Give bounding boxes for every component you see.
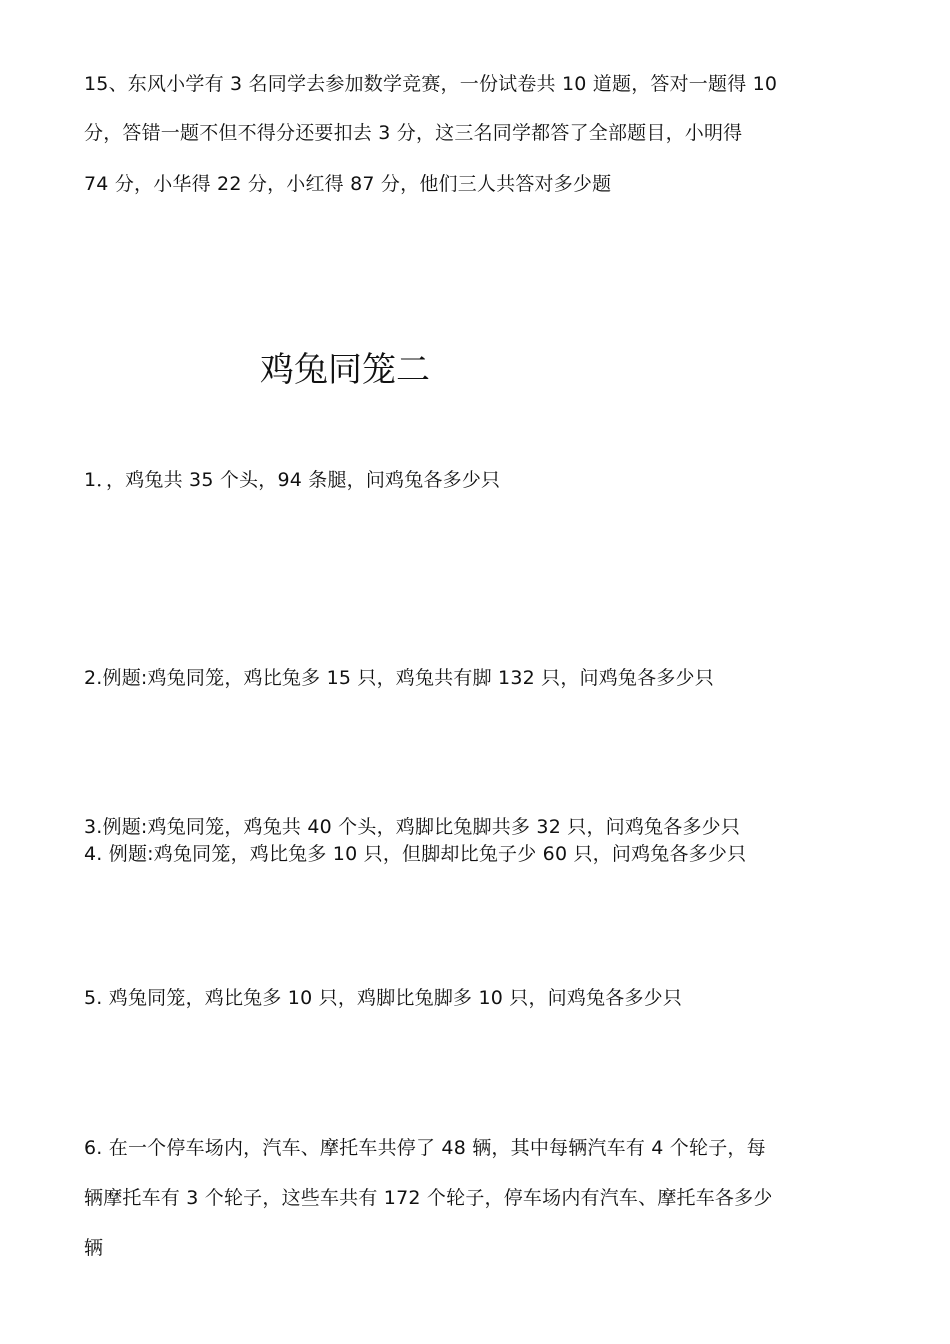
problem-1: 1．，鸡兔共 35 个头，94 条腿，问鸡兔各多少只 [84, 469, 501, 491]
section-title: 鸡兔同笼二 [260, 350, 430, 390]
problem-3: 3.例题:鸡兔同笼，鸡兔共 40 个头，鸡脚比兔脚共多 32 只，问鸡兔各多少只 [84, 816, 741, 838]
problem-6-line-1: 6. 在一个停车场内，汽车、摩托车共停了 48 辆，其中每辆汽车有 4 个轮子，每 [84, 1137, 766, 1159]
problem-15-line-2: 分，答错一题不但不得分还要扣去 3 分，这三名同学都答了全部题目，小明得 [84, 122, 743, 144]
problem-2: 2.例题:鸡兔同笼，鸡比兔多 15 只，鸡兔共有脚 132 只，问鸡兔各多少只 [84, 667, 714, 689]
problem-4: 4. 例题:鸡兔同笼，鸡比兔多 10 只，但脚却比兔子少 60 只，问鸡兔各多少只 [84, 843, 747, 865]
problem-15-line-3: 74 分，小华得 22 分，小红得 87 分，他们三人共答对多少题 [84, 173, 612, 195]
problem-15-line-1: 15、东风小学有 3 名同学去参加数学竞赛，一份试卷共 10 道题，答对一题得 10 [84, 73, 778, 95]
problem-6-line-3: 辆 [84, 1237, 104, 1259]
problem-6-line-2: 辆摩托车有 3 个轮子，这些车共有 172 个轮子，停车场内有汽车、摩托车各多少 [84, 1187, 773, 1209]
problem-5: 5. 鸡兔同笼，鸡比兔多 10 只，鸡脚比兔脚多 10 只，问鸡兔各多少只 [84, 987, 683, 1009]
